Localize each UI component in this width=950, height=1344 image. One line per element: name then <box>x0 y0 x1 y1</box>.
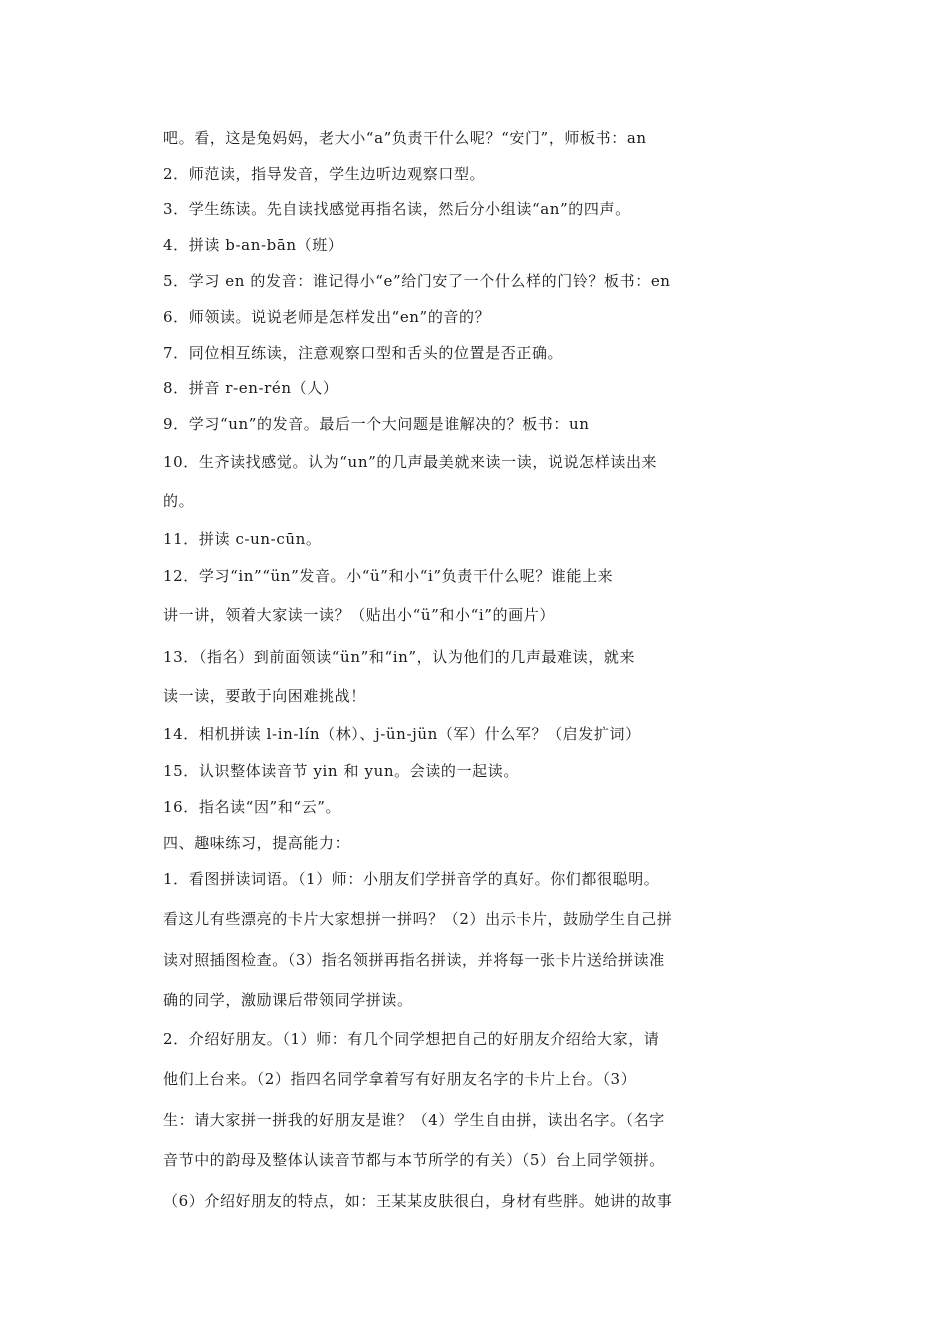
text-line: 16．指名读“因”和“云”。 <box>163 798 342 816</box>
text-line: 1．看图拼读词语。（1）师：小朋友们学拼音学的真好。你们都很聪明。 <box>163 870 660 888</box>
text-line: 看这儿有些漂亮的卡片大家想拼一拼吗？（2）出示卡片，鼓励学生自己拼 <box>163 910 673 928</box>
text-line: 2．师范读，指导发音，学生边听边观察口型。 <box>163 165 486 183</box>
text-line: 2．介绍好朋友。（1）师：有几个同学想把自己的好朋友介绍给大家，请 <box>163 1030 660 1048</box>
text-line: 读一读，要敢于向困难挑战！ <box>163 687 366 705</box>
text-line: 12．学习“in”“ün”发音。小“ü”和小“i”负责干什么呢？谁能上来 <box>163 567 614 585</box>
text-line: 5．学习 en 的发音：谁记得小“e”给门安了一个什么样的门铃？板书：en <box>163 272 671 290</box>
text-line: 读对照插图检查。（3）指名领拼再指名拼读，并将每一张卡片送给拼读准 <box>163 951 665 969</box>
text-line: 讲一讲，领着大家读一读？（贴出小“ü”和小“i”的画片） <box>163 606 555 624</box>
text-line: 11．拼读 c-un-cūn。 <box>163 530 322 548</box>
text-line: 吧。看，这是兔妈妈，老大小“a”负责干什么呢？“安门”，师板书：an <box>163 129 647 147</box>
text-line: 8．拼音 r-en-rén（人） <box>163 379 339 397</box>
text-line: 13．（指名）到前面领读“ün”和“in”，认为他们的几声最难读，就来 <box>163 648 636 666</box>
text-line: 9．学习“un”的发音。最后一个大问题是谁解决的？板书：un <box>163 415 590 433</box>
text-line: 7．同位相互练读，注意观察口型和舌头的位置是否正确。 <box>163 344 564 362</box>
text-line: 他们上台来。（2）指四名同学拿着写有好朋友名字的卡片上台。（3） <box>163 1070 637 1088</box>
text-line: 3．学生练读。先自读找感觉再指名读，然后分小组读“an”的四声。 <box>163 200 631 218</box>
text-line: 确的同学，激励课后带领同学拼读。 <box>163 991 413 1009</box>
text-line: 10．生齐读找感觉。认为“un”的几声最美就来读一读，说说怎样读出来 <box>163 453 658 471</box>
text-line: 音节中的韵母及整体认读音节都与本节所学的有关）（5）台上同学领拼。 <box>163 1151 665 1169</box>
text-line: 14．相机拼读 l-in-lín（林）、j-ün-jün（军）什么军？（启发扩词） <box>163 725 641 743</box>
text-line: 的。 <box>163 492 195 510</box>
text-line: （6）介绍好朋友的特点，如：王某某皮肤很白，身材有些胖。她讲的故事 <box>163 1192 673 1210</box>
text-line: 15．认识整体读音节 yin 和 yun。会读的一起读。 <box>163 762 519 780</box>
text-line: 6．师领读。说说老师是怎样发出“en”的音的？ <box>163 308 491 326</box>
section-heading: 四、趣味练习，提高能力： <box>163 834 351 852</box>
text-line: 生：请大家拼一拼我的好朋友是谁？（4）学生自由拼，读出名字。（名字 <box>163 1111 665 1129</box>
text-line: 4．拼读 b-an-bān（班） <box>163 236 344 254</box>
